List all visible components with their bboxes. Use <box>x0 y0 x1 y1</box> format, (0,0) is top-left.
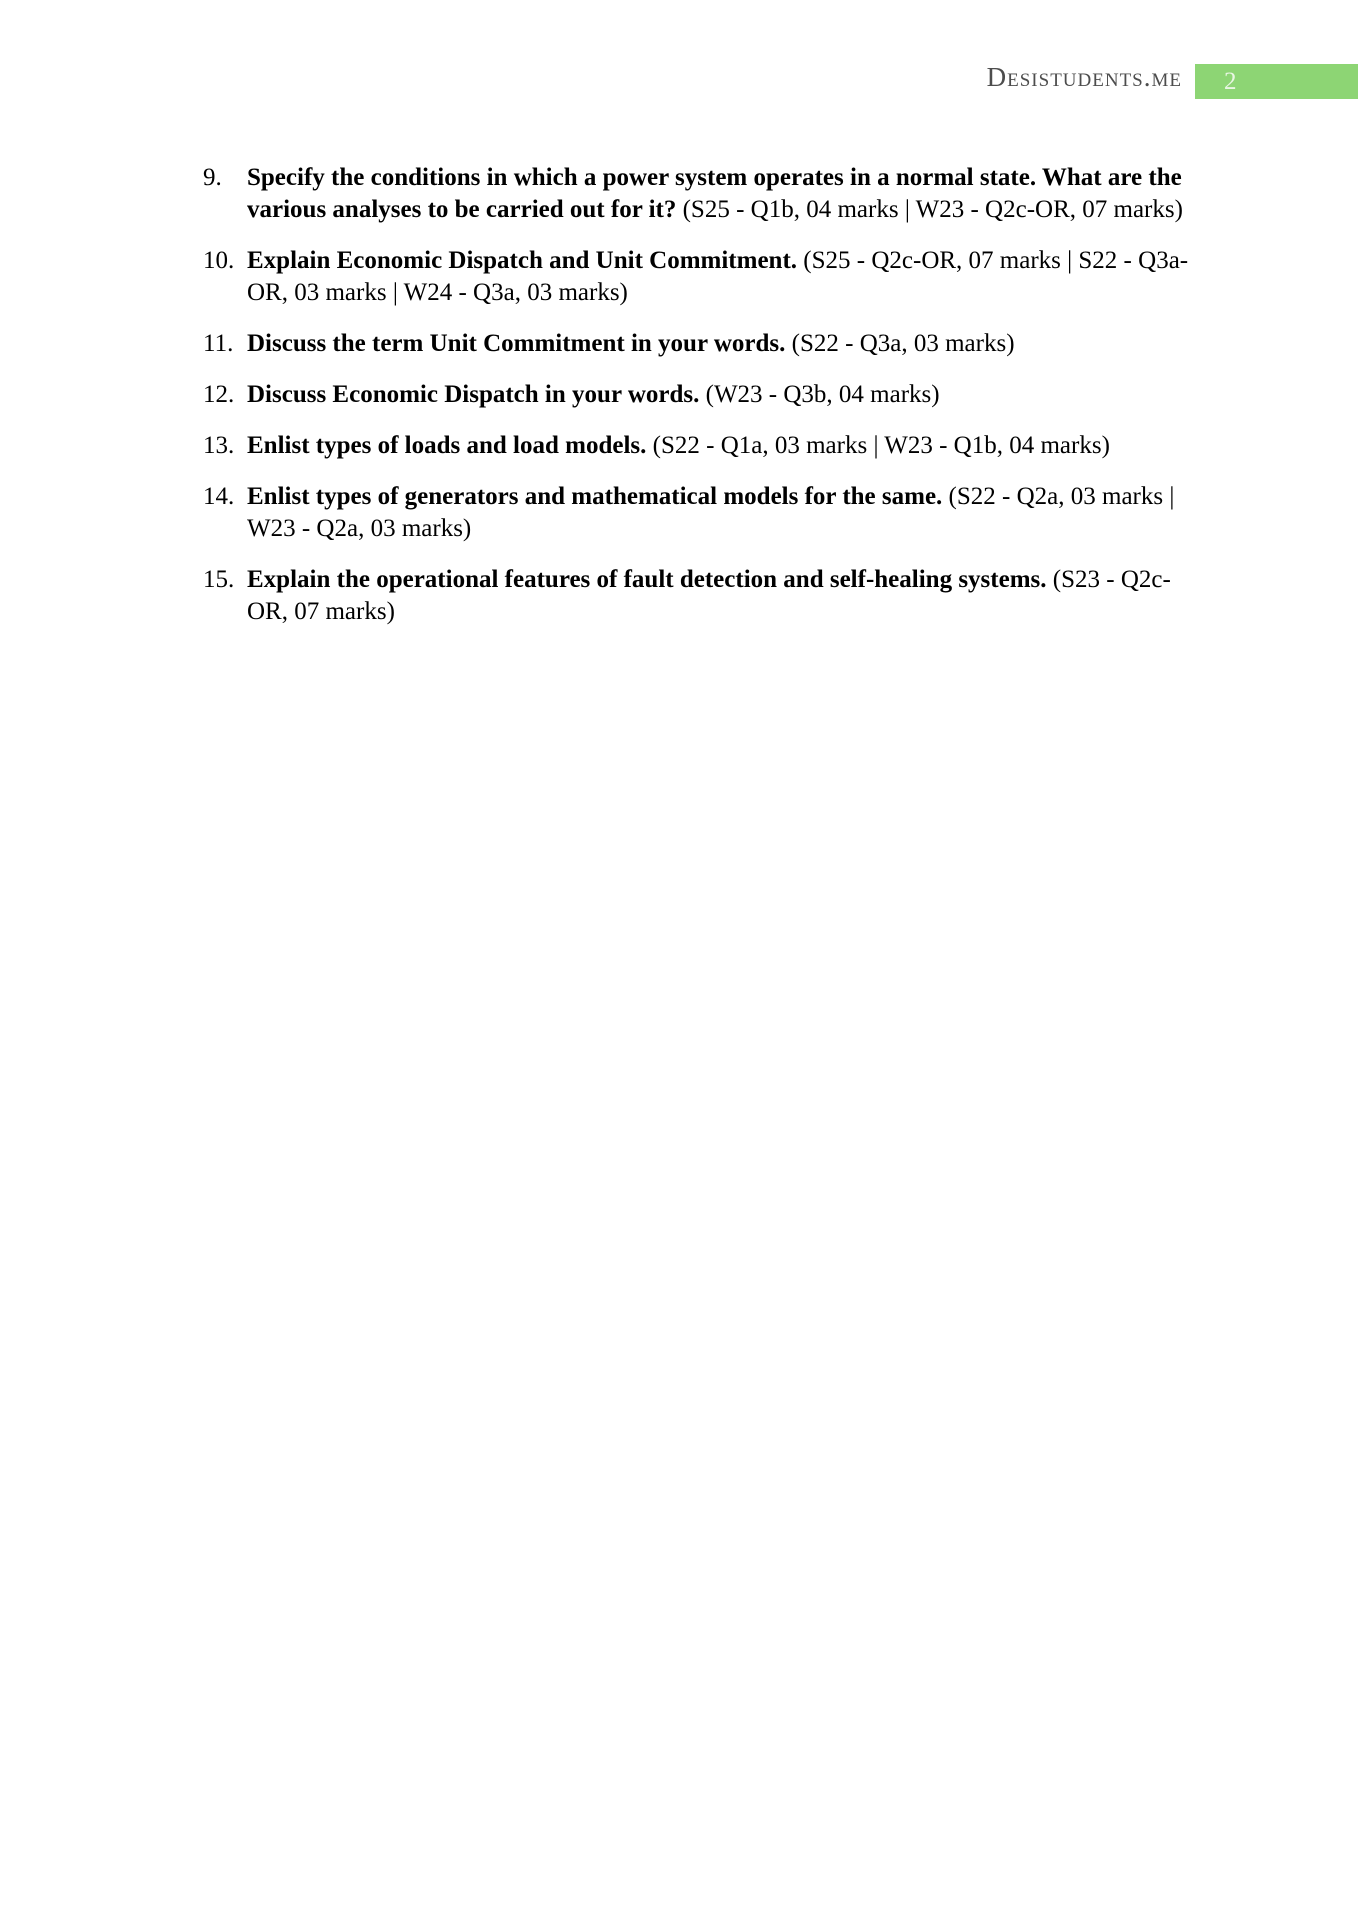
question-text: Specify the conditions in which a power system operates in a normal state. What are the various analyses to be carried out for it? <box>247 164 1182 223</box>
question-text: Discuss the term Unit Commitment in your words. <box>247 330 786 357</box>
page-number-badge <box>1195 64 1358 99</box>
question-citation: (W23 - Q3b, 04 marks) <box>705 381 940 408</box>
question-citation: (S22 - Q3a, 03 marks) <box>791 330 1015 357</box>
question-number: 13. <box>203 432 235 459</box>
question-body <box>247 245 1202 309</box>
question-citation: (S22 - Q1a, 03 marks | W23 - Q1b, 04 marks) <box>652 432 1110 459</box>
question-body <box>247 481 1202 545</box>
question-text: Explain Economic Dispatch and Unit Commitment. <box>247 247 798 274</box>
page-number: 2 <box>1224 68 1237 95</box>
site-brand: Desistudents.me <box>986 62 1182 92</box>
question-body <box>247 430 1202 462</box>
page-header <box>987 64 1358 99</box>
question-item <box>203 564 1202 628</box>
question-number: 14. <box>203 483 235 510</box>
question-list <box>203 162 1202 647</box>
question-item <box>203 245 1202 309</box>
question-text: Enlist types of generators and mathematical models for the same. <box>247 483 943 510</box>
question-number: 9. <box>203 164 222 191</box>
question-body <box>247 328 1202 360</box>
question-item <box>203 162 1202 226</box>
question-item <box>203 430 1202 462</box>
question-number: 10. <box>203 247 235 274</box>
question-citation: (S23 - Q2c-OR, 07 marks) <box>247 566 1171 625</box>
question-citation: (S25 - Q2c-OR, 07 marks | S22 - Q3a-OR, 03 marks | W24 - Q3a, 03 marks) <box>247 247 1189 306</box>
question-text: Enlist types of loads and load models. <box>247 432 647 459</box>
question-text: Discuss Economic Dispatch in your words. <box>247 381 700 408</box>
question-item <box>203 328 1202 360</box>
question-number: 15. <box>203 566 235 593</box>
question-body <box>247 379 1202 411</box>
question-item <box>203 481 1202 545</box>
question-citation: (S25 - Q1b, 04 marks | W23 - Q2c-OR, 07 marks) <box>682 196 1183 223</box>
question-body <box>247 162 1202 226</box>
question-text: Explain the operational features of fault detection and self-healing systems. <box>247 566 1047 593</box>
question-number: 12. <box>203 381 235 408</box>
question-number: 11. <box>203 330 234 357</box>
question-item <box>203 379 1202 411</box>
question-body <box>247 564 1202 628</box>
question-citation: (S22 - Q2a, 03 marks | W23 - Q2a, 03 marks) <box>247 483 1175 542</box>
